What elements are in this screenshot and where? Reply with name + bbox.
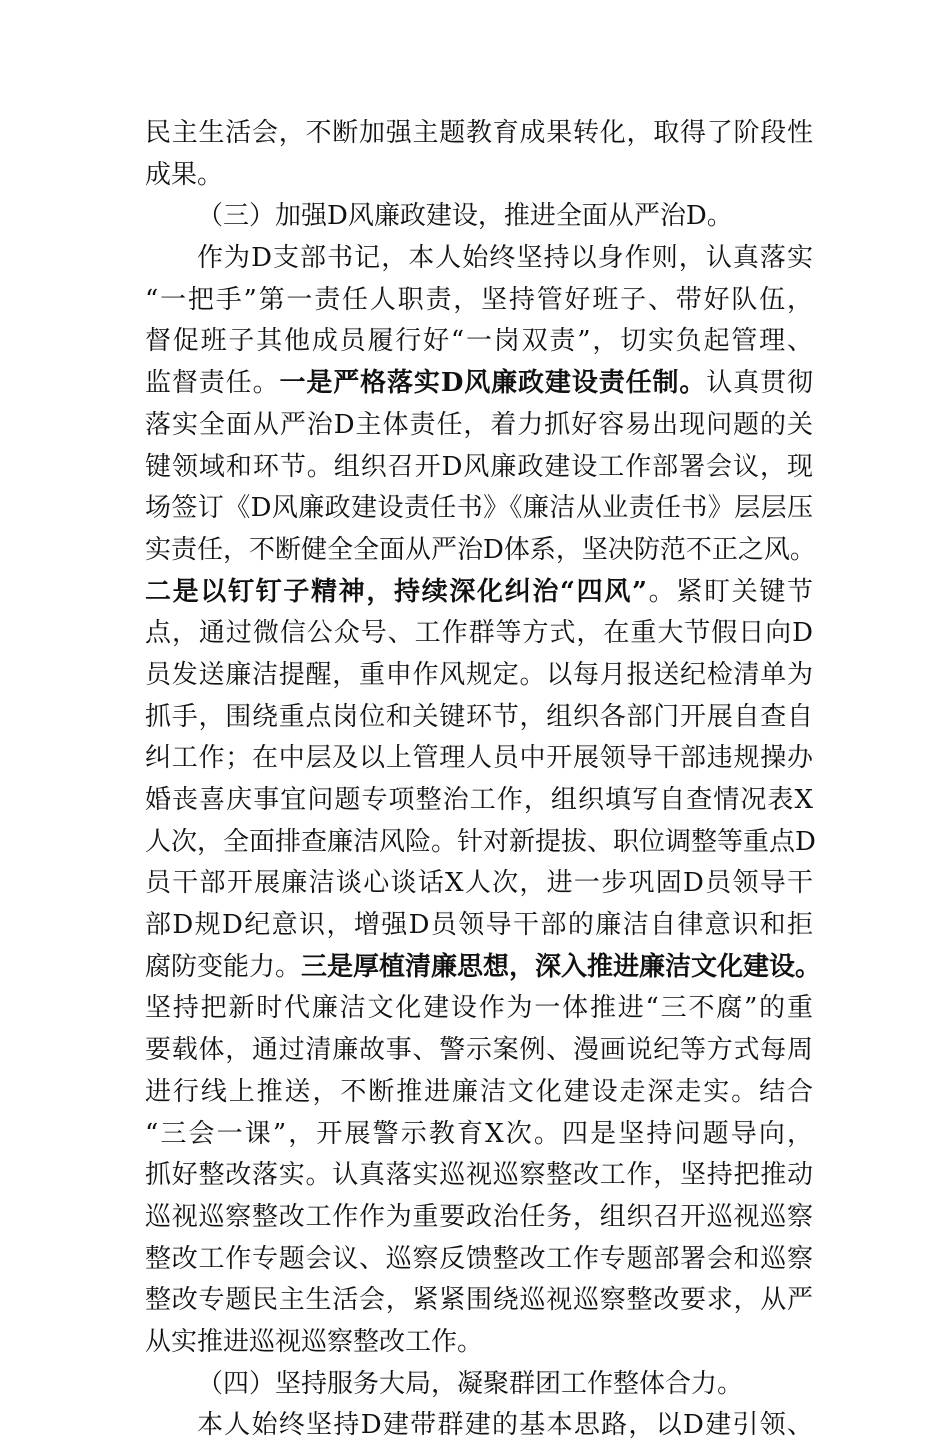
text-line [145,155,813,197]
text-run: 坚持把新时代廉洁文化建设作为一体推进“三不腐”的重 [145,993,813,1024]
text-run: “一把手”第一责任人职责，坚持管好班子、带好队伍， [145,284,813,315]
text-run: 成果。 [145,159,224,190]
text-run: （三）加强D风廉政建设，推进全面从严治D。 [197,201,733,232]
section-heading [145,196,813,238]
text-run: 民主生活会，不断加强主题教育成果转化，取得了阶段性 [145,118,813,148]
text-line [145,447,813,489]
text-run: 抓手，围绕重点岗位和关键环节，组织各部门开展自查自 [145,701,813,732]
text-run: 部D规D纪意识，增强D员领导干部的廉洁自律意识和拒 [145,910,813,941]
paragraph-start-line [145,238,813,280]
text-line [145,1030,813,1072]
text-run: 键领域和环节。组织召开D风廉政建设工作部署会议，现 [145,451,813,482]
text-run: 从实推进巡视巡察整改工作。 [145,1326,484,1357]
text-line [145,113,813,155]
text-line [145,1239,813,1281]
text-run: 员发送廉洁提醒，重申作风规定。以每月报送纪检清单为 [145,659,813,690]
text-run: 点，通过微信公众号、工作群等方式，在重大节假日向D [145,618,813,649]
text-run: 进行线上推送，不断推进廉洁文化建设走深走实。结合 [145,1076,813,1107]
text-run: 巡视巡察整改工作作为重要政治任务，组织召开巡视巡察 [145,1201,813,1232]
text-line [145,1197,813,1239]
bold-text: 三是厚植清廉思想，深入推进廉洁文化建设。 [301,951,822,982]
text-run: “三会一课”，开展警示教育X次。四是坚持问题导向， [145,1118,813,1149]
text-run: 监督责任。 [145,368,280,399]
text-run: 员干部开展廉洁谈心谈话X人次，进一步巩固D员领导干 [145,868,813,899]
section-heading [145,1364,813,1406]
text-line [145,572,813,614]
text-line [145,488,813,530]
paragraph-start-line [145,1405,813,1447]
text-run: 纠工作；在中层及以上管理人员中开展领导干部违规操办 [145,743,813,774]
text-line [145,738,813,780]
text-run: 场签订《D风廉政建设责任书》《廉洁从业责任书》层层压 [145,493,813,524]
text-run: （四）坚持服务大局，凝聚群团工作整体合力。 [197,1368,744,1399]
text-line [145,1155,813,1197]
text-line [145,655,813,697]
text-line [145,530,816,572]
text-run: 要载体，通过清廉故事、警示案例、漫画说纪等方式每周 [145,1035,813,1066]
text-run: 督促班子其他成员履行好“一岗双责”，切实负起管理、 [145,326,813,357]
document-page [145,113,822,1447]
bold-text: 一是严格落实D风廉政建设责任制。 [279,368,707,399]
text-line [145,697,813,739]
bold-text: 二是以钉钉子精神，持续深化纠治“四风” [145,576,647,607]
text-run: 整改工作专题会议、巡察反馈整改工作专题部署会和巡察 [145,1243,813,1274]
text-run: 实责任，不断健全全面从严治D体系，坚决防范不正之风。 [145,534,816,565]
text-line [145,613,813,655]
text-line [145,863,813,905]
text-run: 婚丧喜庆事宜问题专项整治工作，组织填写自查情况表X [145,785,813,815]
text-run: 整改专题民主生活会，紧紧围绕巡视巡察整改要求，从严 [145,1285,813,1316]
text-run: 抓好整改落实。认真落实巡视巡察整改工作，坚持把推动 [145,1160,813,1191]
text-line [145,1322,813,1364]
text-run: 认真贯彻 [706,368,813,399]
text-run: 腐防变能力。 [145,951,302,982]
text-line [145,280,813,322]
text-line [145,905,813,947]
text-run: 落实全面从严治D主体责任，着力抓好容易出现问题的关 [145,409,813,440]
text-line [145,1280,813,1322]
text-line [145,947,822,989]
text-line [145,1114,813,1156]
text-run: 。紧盯关键节 [646,576,813,607]
text-line [145,321,813,363]
text-line [145,1072,813,1114]
text-line [145,363,813,405]
text-run: 人次，全面排查廉洁风险。针对新提拔、职位调整等重点D [145,826,816,857]
text-line [145,988,813,1030]
text-line [145,780,813,822]
text-run: 本人始终坚持D建带群建的基本思路，以D建引领、 [197,1410,813,1441]
text-line [145,405,813,447]
text-run: 作为D支部书记，本人始终坚持以身作则，认真落实 [197,243,813,274]
text-line [145,822,816,864]
